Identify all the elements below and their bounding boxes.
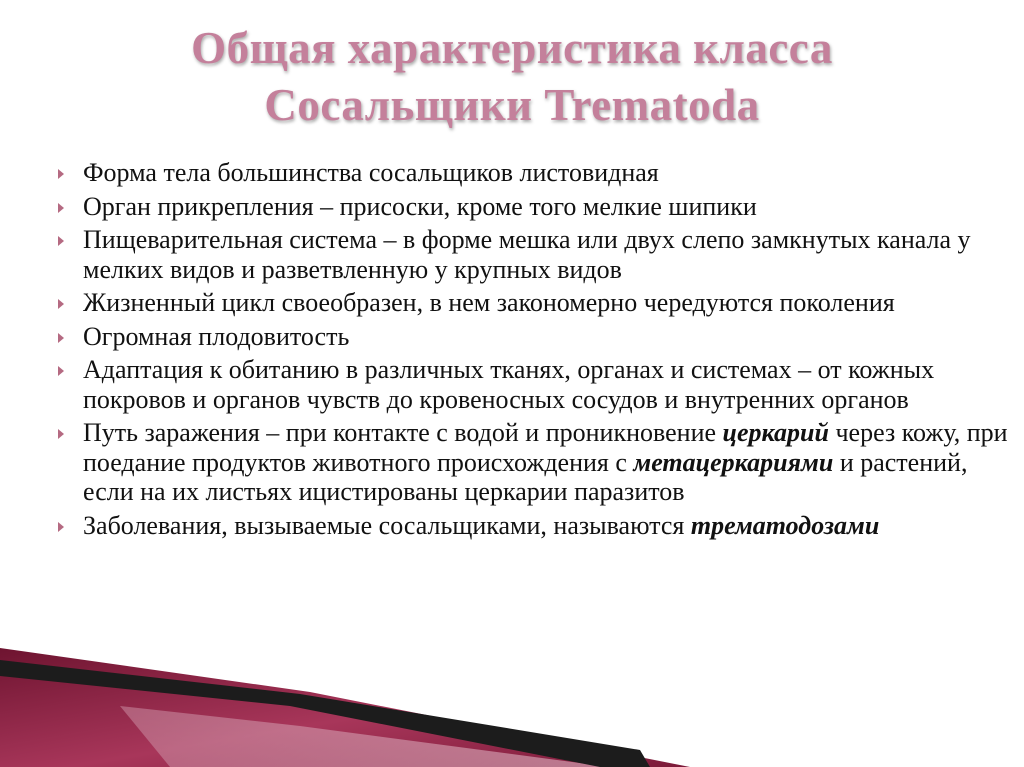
bullet-list <box>56 158 1020 544</box>
bullet-item <box>56 192 1020 222</box>
bullet-text-part: через кожу, при поедание продуктов животного происхождения с <box>83 418 1008 477</box>
bullet-item <box>56 225 1020 284</box>
bullet-arrow-icon <box>58 169 64 179</box>
bullet-item <box>56 158 1020 188</box>
term-cercariae: церкарий <box>722 418 829 447</box>
bullet-text-part: и растений, если на их листьях ицистированы церкарии паразитов <box>83 447 968 506</box>
bullet-text: Орган прикрепления – присоски, кроме того мелкие шипики <box>83 191 757 221</box>
bullet-item <box>56 355 1020 414</box>
bullet-item <box>56 418 1020 507</box>
bullet-text: Адаптация к обитанию в различных тканях, органах и системах – от кожных покровов и органов чувств до кровеносных сосудов и внутренних органов <box>83 355 935 414</box>
slide-title <box>60 20 964 134</box>
bullet-text-part: Заболевания, вызываемые сосальщиками, называются <box>83 510 691 540</box>
bullet-text: Форма тела большинства сосальщиков листовидная <box>83 158 659 187</box>
bullet-arrow-icon <box>58 299 64 309</box>
term-trematodoses: трематодозами <box>690 510 880 540</box>
title-line-2: Сосальщики Trematoda <box>264 80 760 130</box>
bullet-text: Огромная плодовитость <box>83 321 350 351</box>
bullet-arrow-icon <box>58 429 64 439</box>
bullet-arrow-icon <box>58 236 64 246</box>
bullet-item <box>56 322 1020 352</box>
bullet-arrow-icon <box>58 203 64 213</box>
bullet-arrow-icon <box>58 366 64 376</box>
bullet-arrow-icon <box>58 522 64 532</box>
term-metacercariae: метацеркариями <box>633 447 834 477</box>
bullet-arrow-icon <box>58 333 64 343</box>
title-line-1: Общая характеристика класса <box>191 23 833 73</box>
bullet-item <box>56 288 1020 318</box>
bullet-text: Пищеварительная система – в форме мешка или двух слепо замкнутых канала у мелких видов и разветвленную у крупных видов <box>83 225 971 284</box>
bullet-text-part: Путь заражения – при контакте с водой и проникновение <box>83 418 723 447</box>
bullet-item <box>56 511 1020 541</box>
bullet-text: Жизненный цикл своеобразен, в нем закономерно чередуются поколения <box>83 288 895 317</box>
